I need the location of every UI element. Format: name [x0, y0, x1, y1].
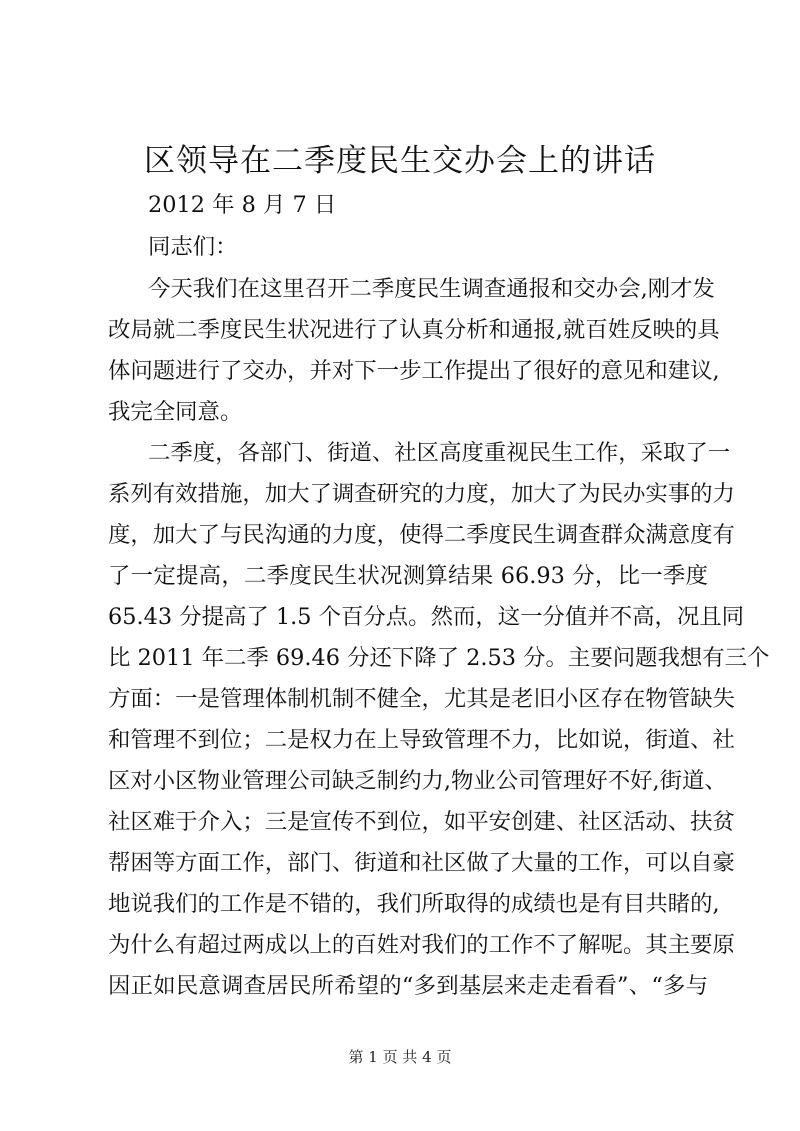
paragraph-line: 比 2011 年二季 69.46 分还下降了 2.53 分。主要问题我想有三个	[108, 645, 770, 671]
paragraph-line: 改局就二季度民生状况进行了认真分析和通报,就百姓反映的具	[108, 317, 720, 343]
paragraph-line: 度，加大了与民沟通的力度，使得二季度民生调查群众满意度有	[108, 522, 735, 548]
paragraph-line: 因正如民意调查居民所希望的“多到基层来走走看看”、“多与	[108, 973, 708, 999]
salutation: 同志们：	[148, 234, 238, 260]
paragraph-line: 帮困等方面工作，部门、街道和社区做了大量的工作，可以自豪	[108, 850, 735, 876]
paragraph-line: 为什么有超过两成以上的百姓对我们的工作不了解呢。其主要原	[108, 932, 735, 958]
document-date: 2012 年 8 月 7 日	[148, 192, 337, 218]
paragraph-line: 今天我们在这里召开二季度民生调查通报和交办会,刚才发	[148, 276, 715, 302]
paragraph-line: 了一定提高，二季度民生状况测算结果 66.93 分，比一季度	[108, 563, 708, 589]
paragraph-line: 社区难于介入；三是宣传不到位，如平安创建、社区活动、扶贫	[108, 809, 735, 835]
paragraph-line: 区对小区物业管理公司缺乏制约力,物业公司管理好不好,街道、	[108, 768, 727, 794]
paragraph-line: 方面：一是管理体制机制不健全，尤其是老旧小区存在物管缺失	[108, 686, 735, 712]
document-title: 区领导在二季度民生交办会上的讲话	[144, 143, 656, 179]
paragraph-line: 我完全同意。	[108, 399, 243, 425]
page-footer: 第 1 页 共 4 页	[348, 1048, 452, 1066]
paragraph-line: 二季度，各部门、街道、社区高度重视民生工作，采取了一	[148, 440, 731, 466]
paragraph-line: 和管理不到位；二是权力在上导致管理不力，比如说，街道、社	[108, 727, 735, 753]
paragraph-line: 系列有效措施，加大了调查研究的力度，加大了为民办实事的力	[108, 481, 735, 507]
paragraph-line: 体问题进行了交办，并对下一步工作提出了很好的意见和建议,	[108, 358, 720, 384]
paragraph-line: 65.43 分提高了 1.5 个百分点。然而，这一分值并不高，况且同	[108, 604, 745, 630]
paragraph-line: 地说我们的工作是不错的，我们所取得的成绩也是有目共睹的,	[108, 891, 720, 917]
